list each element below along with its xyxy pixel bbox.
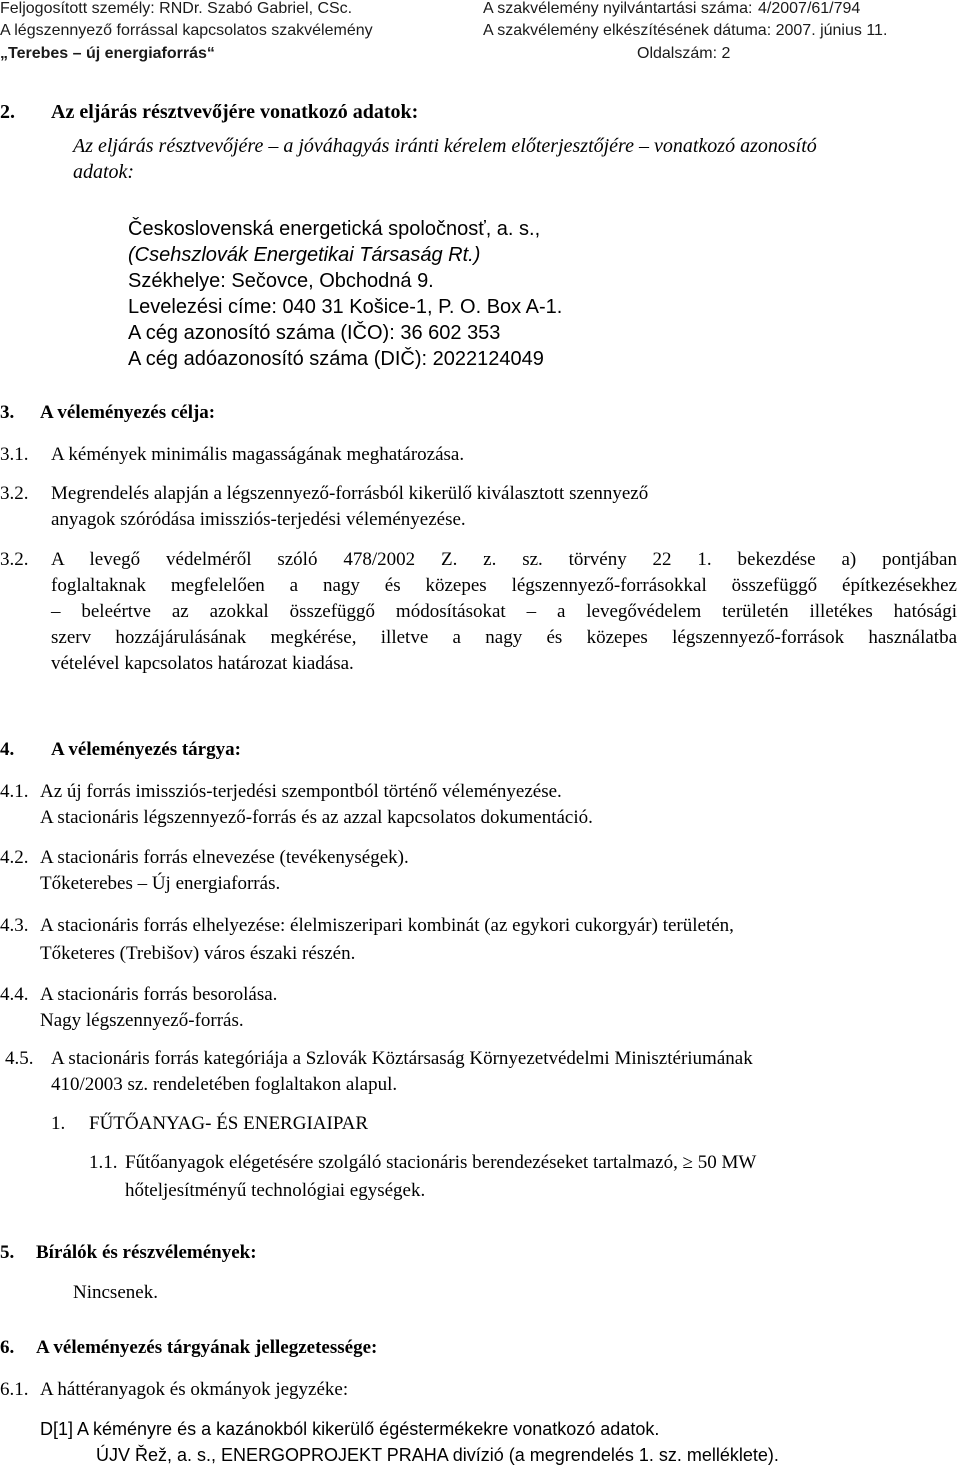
- section-3-number: 3.: [0, 402, 15, 423]
- item-3-2b-line5: vételével kapcsolatos határozat kiadása.: [51, 653, 354, 674]
- item-4-5-number: 4.5.: [5, 1048, 34, 1069]
- item-3-2b-number: 3.2.: [0, 549, 29, 570]
- section-5-text: Nincsenek.: [73, 1282, 158, 1303]
- company-name: Československá energetická spoločnosť, a. s.,: [128, 218, 541, 240]
- item-4-5-line2: 410/2003 sz. rendeletében foglaltakon alapul.: [51, 1074, 398, 1095]
- document-d1-line2: ÚJV Řež, a. s., ENERGOPROJEKT PRAHA divízió (a megrendelés 1. sz. melléklete).: [96, 1445, 779, 1465]
- company-ico: A cég azonosító száma (IČO): 36 602 353: [128, 322, 501, 344]
- section-2-subtitle-line1: Az eljárás résztvevőjére – a jóváhagyás iránti kérelem előterjesztőjére – vonatkozó azonosító: [73, 135, 817, 157]
- section-4-number: 4.: [0, 739, 15, 760]
- company-seat: Székhelye: Sečovce, Obchodná 9.: [128, 270, 434, 292]
- item-3-2-number: 3.2.: [0, 483, 29, 504]
- item-3-1-text: A kémények minimális magasságának meghatározása.: [51, 444, 465, 465]
- header-date: A szakvélemény elkészítésének dátuma: 2007. június 11.: [483, 22, 888, 39]
- header-subject: A légszennyező forrással kapcsolatos szakvélemény: [0, 22, 373, 39]
- item-4-2-line1: A stacionáris forrás elnevezése (tevékenységek).: [40, 847, 409, 868]
- section-2-subtitle-line2: adatok:: [73, 161, 135, 183]
- item-4-1-line1: Az új forrás imissziós-terjedési szempontból történő véleményezése.: [40, 781, 562, 802]
- category-title: FŰTŐANYAG- ÉS ENERGIAIPAR: [89, 1113, 369, 1134]
- item-4-1-line2: A stacionáris légszennyező-forrás és az azzal kapcsolatos dokumentáció.: [40, 807, 593, 828]
- section-6-number: 6.: [0, 1337, 15, 1358]
- item-4-5-line1: A stacionáris forrás kategóriája a Szlovák Köztársaság Környezetvédelmi Minisztériumának: [51, 1048, 753, 1069]
- item-4-4-line1: A stacionáris forrás besorolása.: [40, 984, 278, 1005]
- item-3-2b-line4: szerv hozzájárulásának megkérése, illetve a nagy és közepes légszennyező-források használatba: [51, 627, 957, 648]
- document-d1-line1: D[1] A kéményre és a kazánokból kikerülő égéstermékekre vonatkozó adatok.: [40, 1419, 660, 1439]
- item-4-3-number: 4.3.: [0, 915, 29, 936]
- item-4-3-line2: Tőketeres (Trebišov) város északi részén.: [40, 943, 356, 964]
- subcategory-line2: hőteljesítményű technológiai egységek.: [125, 1180, 426, 1201]
- item-3-2b-line3: – beleértve az azokkal összefüggő módosításokat – a levegővédelem területén illetékes hatósági: [51, 601, 957, 622]
- item-3-2-line1: Megrendelés alapján a légszennyező-forrásból kikerülő kiválasztott szennyező: [51, 483, 649, 504]
- header-project: „Terebes – új energiaforrás“: [0, 45, 215, 62]
- company-name-hungarian: (Csehszlovák Energetikai Társaság Rt.): [128, 244, 481, 266]
- section-4-title: A véleményezés tárgya:: [51, 739, 241, 760]
- section-5-title: Bírálók és részvélemények:: [36, 1242, 257, 1263]
- item-4-3-line1: A stacionáris forrás elhelyezése: élelmiszeripari kombinát (az egykori cukorgyár) területén,: [40, 915, 734, 936]
- item-4-4-line2: Nagy légszennyező-forrás.: [40, 1010, 244, 1031]
- subcategory-number: 1.1.: [89, 1152, 118, 1173]
- company-dic: A cég adóazonosító száma (DIČ): 2022124049: [128, 348, 544, 370]
- section-3-title: A véleményezés célja:: [40, 402, 216, 423]
- item-3-2b-line2: foglaltaknak megfelelően a nagy és közepes légszennyező-forrásokkal összefüggő építkezésekhez: [51, 575, 957, 596]
- header-register-label: A szakvélemény nyilvántartási száma:: [483, 0, 753, 17]
- item-3-2b-line1: A levegő védelméről szóló 478/2002 Z. z. sz. törvény 22 1. bekezdése a) pontjában: [51, 549, 957, 570]
- section-2-title: Az eljárás résztvevőjére vonatkozó adatok:: [51, 101, 419, 123]
- section-6-title: A véleményezés tárgyának jellegzetessége:: [36, 1337, 378, 1358]
- subcategory-line1: Fűtőanyagok elégetésére szolgáló stacionáris berendezéseket tartalmazó, ≥ 50 MW: [125, 1152, 757, 1173]
- item-4-2-line2: Tőketerebes – Új energiaforrás.: [40, 873, 281, 894]
- item-6-1-number: 6.1.: [0, 1379, 29, 1400]
- section-2-number: 2.: [0, 101, 15, 123]
- section-5-number: 5.: [0, 1242, 15, 1263]
- item-3-1-number: 3.1.: [0, 444, 29, 465]
- header-register-number: 4/2007/61/794: [758, 0, 861, 17]
- item-4-2-number: 4.2.: [0, 847, 29, 868]
- company-postal-address: Levelezési címe: 040 31 Košice-1, P. O. Box A-1.: [128, 296, 563, 318]
- item-4-1-number: 4.1.: [0, 781, 29, 802]
- category-number: 1.: [51, 1113, 66, 1134]
- item-4-4-number: 4.4.: [0, 984, 29, 1005]
- header-page-number: Oldalszám: 2: [637, 45, 731, 62]
- item-6-1-text: A háttéranyagok és okmányok jegyzéke:: [40, 1379, 349, 1400]
- header-expert: Feljogosított személy: RNDr. Szabó Gabriel, CSc.: [0, 0, 353, 17]
- item-3-2-line2: anyagok szóródása imissziós-terjedési véleményezése.: [51, 509, 466, 530]
